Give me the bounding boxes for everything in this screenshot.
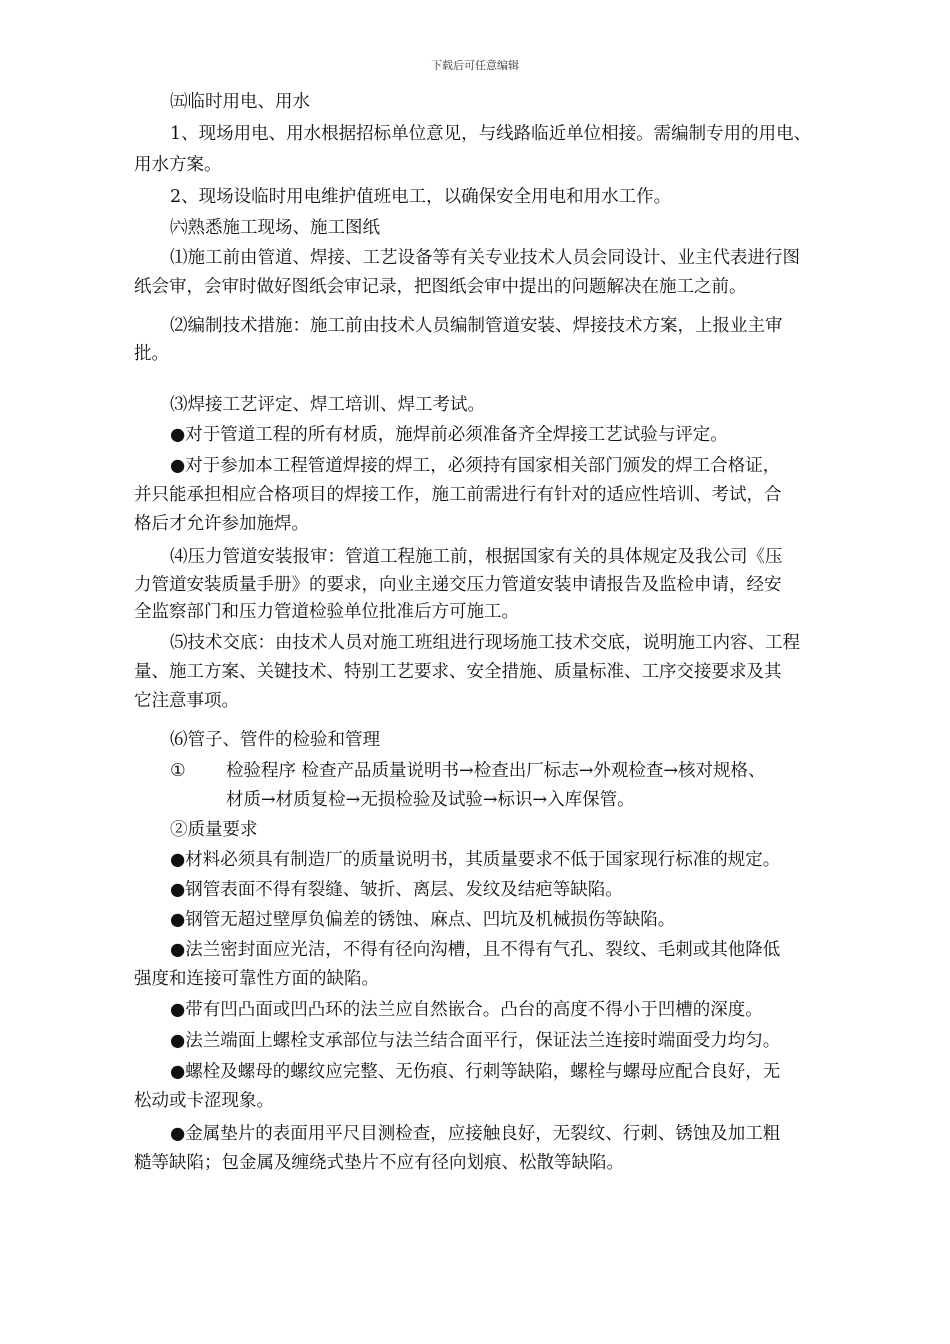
bullet-item: ●法兰端面上螺栓支承部位与法兰结合面平行，保证法兰连接时端面受力均匀。 [170,1031,781,1051]
bullet-item: ●对于管道工程的所有材质，施焊前必须准备齐全焊接工艺试验与评定。 [170,425,728,445]
paragraph-line: ⑶焊接工艺评定、焊工培训、焊工考试。 [170,395,485,415]
bullet-item: ●螺栓及螺母的螺纹应完整、无伤痕、行刺等缺陷，螺栓与螺母应配合良好，无 [170,1062,781,1082]
page-header: 下载后可任意编辑 [431,59,519,72]
paragraph-line: 量、施工方案、关键技术、特别工艺要求、安全措施、质量标准、工序交接要求及其 [134,662,782,682]
section-heading: ②质量要求 [170,820,258,840]
paragraph-line: 并只能承担相应合格项目的焊接工作，施工前需进行有针对的适应性培训、考试，合 [134,485,782,505]
bullet-item: ●钢管无超过壁厚负偏差的锈蚀、麻点、凹坑及机械损伤等缺陷。 [170,910,676,930]
list-marker: ① [170,761,186,781]
section-heading: ㈥熟悉施工现场、施工图纸 [170,218,380,238]
section-heading: ⑹管子、管件的检验和管理 [170,730,380,750]
paragraph-line: 材质→材质复检→无损检验及试验→标识→入库保管。 [226,790,635,810]
section-heading: ㈤临时用电、用水 [170,92,310,112]
bullet-item: ●对于参加本工程管道焊接的焊工，必须持有国家相关部门颁发的焊工合格证， [170,456,781,476]
paragraph-line: 1、现场用电、用水根据招标单位意见，与线路临近单位相接。需编制专用的用电、 [170,124,812,144]
paragraph-line: ⑸技术交底：由技术人员对施工班组进行现场施工技术交底，说明施工内容、工程 [170,633,800,653]
paragraph-line: ⑵编制技术措施：施工前由技术人员编制管道安装、焊接技术方案，上报业主审 [170,316,783,336]
paragraph-line: 全监察部门和压力管道检验单位批准后方可施工。 [134,602,519,622]
paragraph-line: 2、现场设临时用电维护值班电工，以确保安全用电和用水工作。 [170,187,672,207]
bullet-item: ●法兰密封面应光洁，不得有径向沟槽，且不得有气孔、裂纹、毛刺或其他降低 [170,940,781,960]
paragraph-line: ⑷压力管道安装报审：管道工程施工前，根据国家有关的具体规定及我公司《压 [170,547,783,567]
paragraph-line: 纸会审，会审时做好图纸会审记录，把图纸会审中提出的问题解决在施工之前。 [134,277,747,297]
paragraph-line: ⑴施工前由管道、焊接、工艺设备等有关专业技术人员会同设计、业主代表进行图 [170,248,800,268]
bullet-item: ●金属垫片的表面用平尺目测检查，应接触良好，无裂纹、行刺、锈蚀及加工粗 [170,1124,781,1144]
paragraph-line: 用水方案。 [134,155,222,175]
paragraph-line: 批。 [134,344,169,364]
paragraph-line: 松动或卡涩现象。 [134,1091,274,1111]
bullet-item: ●钢管表面不得有裂缝、皱折、离层、发纹及结疤等缺陷。 [170,880,623,900]
paragraph-line: 检验程序 检查产品质量说明书→检查出厂标志→外观检查→核对规格、 [226,761,766,781]
bullet-item: ●材料必须具有制造厂的质量说明书，其质量要求不低于国家现行标准的规定。 [170,850,781,870]
paragraph-line: 格后才允许参加施焊。 [134,514,309,534]
paragraph-line: 强度和连接可靠性方面的缺陷。 [134,969,379,989]
paragraph-line: 它注意事项。 [134,691,239,711]
bullet-item: ●带有凹凸面或凹凸环的法兰应自然嵌合。凸台的高度不得小于凹槽的深度。 [170,1000,763,1020]
paragraph-line: 力管道安装质量手册》的要求，向业主递交压力管道安装申请报告及监检申请，经安 [134,575,782,595]
paragraph-line: 糙等缺陷；包金属及缠绕式垫片不应有径向划痕、松散等缺陷。 [134,1153,624,1173]
